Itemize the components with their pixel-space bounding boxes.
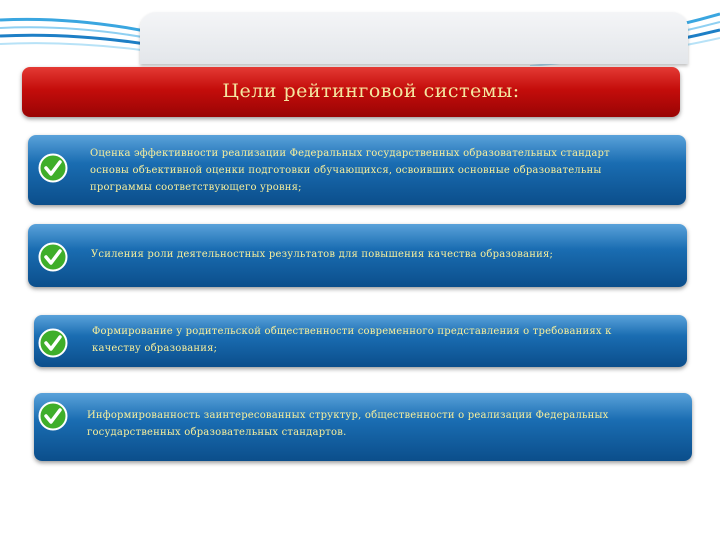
- goal-text-line: Информированность заинтересованных структур, общественности о реализации Федеральных: [87, 410, 609, 421]
- checkmark-icon: [38, 242, 68, 272]
- goal-card: [28, 135, 686, 205]
- goal-text: [87, 407, 609, 441]
- header-banner: [22, 67, 680, 117]
- goal-card: [34, 315, 687, 367]
- goal-card: [34, 393, 692, 461]
- checkmark-icon: [38, 401, 68, 431]
- goal-text: [92, 323, 612, 357]
- goal-text-line: качеству образования;: [92, 343, 218, 354]
- goal-text-line: программы соответствующего уровня;: [90, 182, 302, 193]
- checkmark-icon: [38, 328, 68, 358]
- page-title: Цели рейтинговой системы:: [222, 80, 520, 102]
- checkmark-icon: [38, 153, 68, 183]
- goal-card: [28, 224, 687, 287]
- goal-text-line: Усиления роли деятельностных результатов для повышения качества образования;: [91, 249, 554, 260]
- goal-text-line: Оценка эффективности реализации Федеральных государственных образовательных стандарт: [90, 148, 610, 159]
- goal-text: [91, 246, 553, 263]
- goal-text-line: основы объективной оценки подготовки обучающихся, освоивших основные образовательны: [90, 165, 602, 176]
- goal-text: [90, 145, 610, 196]
- top-tab-panel: [140, 12, 688, 64]
- goal-text-line: государственных образовательных стандартов.: [87, 427, 347, 438]
- goal-text-line: Формирование у родительской общественности современного представления о требованиях к: [92, 326, 612, 337]
